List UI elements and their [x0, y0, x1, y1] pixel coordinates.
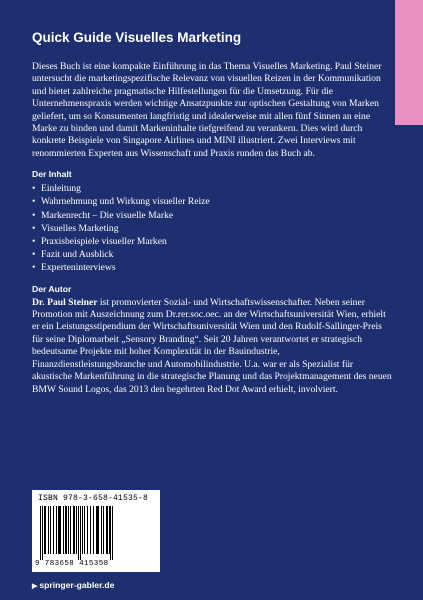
- barcode-bar: [90, 506, 91, 554]
- barcode-bar: [110, 506, 111, 560]
- barcode-bar: [106, 506, 107, 554]
- bullet: •: [32, 249, 36, 261]
- barcode-bar: [97, 506, 99, 554]
- barcode-bar: [58, 506, 59, 554]
- book-title: Quick Guide Visuelles Marketing: [32, 30, 242, 45]
- list-item-label: Einleitung: [41, 183, 81, 195]
- barcode-bar: [50, 506, 51, 554]
- barcode-bars: [40, 506, 152, 560]
- barcode-bar: [40, 506, 41, 560]
- back-cover-content: [32, 30, 392, 396]
- list-item: [32, 209, 392, 222]
- barcode-bar: [107, 506, 108, 554]
- barcode-bar: [74, 506, 75, 554]
- pink-accent-tab: [395, 0, 423, 125]
- barcode-bar: [44, 506, 46, 554]
- bullet: •: [32, 236, 36, 248]
- barcode-bar: [93, 506, 94, 554]
- barcode-bar: [101, 506, 102, 554]
- barcode-bar: [73, 506, 74, 554]
- list-item: [32, 195, 392, 208]
- barcode-bar: [112, 506, 113, 560]
- author-heading: Der Autor: [32, 283, 72, 294]
- barcode-bar: [103, 506, 104, 554]
- barcode-bar: [48, 506, 49, 554]
- intro-paragraph: Dieses Buch ist eine kompakte Einführung in das Thema Visuelles Marketing. Paul Steiner untersucht die marketingspezifische Relevanz von visuellen Reizen in der Kommunikation und bietet zahlreiche pragmatische Hilfestellungen für die Umsetzung. Für die Unternehmenspraxis werden wichtige Ansatzpunkte zur optischen Gestaltung von Marken geliefert, um so Konsumenten langfristig und idealerweise mit allen fünf Sinnen an eine Marke zu binden und damit Markeninhalte tiefgreifend zu verankern. Dies wird durch konkrete Beispiele von Singapore Airlines und MINI illustriert. Zwei Interviews mit renommierten Experten aus Wissenschaft und Praxis runden das Buch ab.: [32, 61, 382, 159]
- arrow-right-icon: ▶: [32, 583, 38, 590]
- contents-heading: Der Inhalt: [32, 169, 72, 180]
- barcode-bar: [84, 506, 85, 554]
- barcode-bar: [70, 506, 71, 554]
- list-item-label: Wahrnehmung und Wirkung visueller Reize: [41, 196, 210, 208]
- barcode-bar: [59, 506, 61, 554]
- list-item-label: Experteninterviews: [41, 262, 116, 274]
- barcode-digits: 9 783658 415358: [35, 560, 109, 568]
- author-bio: [32, 297, 392, 396]
- list-item: [32, 235, 392, 248]
- list-item-label: Visuelles Marketing: [41, 222, 119, 234]
- list-item-label: Praxisbeispiele visueller Marken: [41, 236, 167, 248]
- list-item: [32, 222, 392, 235]
- list-item-label: Markenrecht – Die visuelle Marke: [41, 209, 174, 221]
- barcode-bar: [56, 506, 57, 554]
- list-item-label: Fazit und Ausblick: [41, 249, 114, 261]
- bullet: •: [32, 209, 36, 221]
- author-name: Dr. Paul Steiner: [32, 296, 98, 308]
- barcode-bar: [63, 506, 64, 554]
- barcode-bar: [96, 506, 97, 554]
- list-item: [32, 248, 392, 261]
- barcode-bar: [87, 506, 88, 554]
- bullet: •: [32, 262, 36, 274]
- website-link[interactable]: [32, 580, 114, 590]
- barcode-bar: [42, 506, 43, 560]
- isbn-number: ISBN 978-3-658-41535-8: [38, 494, 149, 503]
- barcode-bar: [78, 506, 79, 560]
- barcode-bar: [65, 506, 67, 554]
- list-item: [32, 182, 392, 195]
- barcode-bar: [82, 506, 83, 554]
- barcode-bar: [68, 506, 69, 554]
- barcode-bar: [76, 506, 77, 554]
- author-bio-text: ist promovierter Sozial- und Wirtschaftswissenschafter. Neben seiner Promotion mit Auszeichnung zum Dr.rer.soc.oec. an der Wirtschaftsuniversität Wien, erhielt er ein Leistungsstipendium der Wirtschaftsuniversität Wien und den Rudolf-Sallinger-Preis für seine Diplomarbeit „Sensory Branding“. Seit 20 Jahren verantwortet er strategisch bedeutsame Projekte mit hoher Komplexität in der Bauindustrie, Finanzdienstleistungsbranche und Automobilindustrie. U.a. war er als Spezialist für akustische Markenführung in die strategische Planung und das Projektmanagement des neuen BMW Sound Logos, das 2013 den begehrten Red Dot Award erhielt, involviert.: [32, 296, 392, 395]
- barcode-bar: [109, 506, 110, 554]
- barcode-bar: [80, 506, 81, 560]
- bullet: •: [32, 222, 36, 234]
- list-item: [32, 261, 392, 274]
- contents-list: [32, 182, 392, 274]
- isbn-barcode: [32, 490, 160, 572]
- barcode-bar: [53, 506, 54, 554]
- website-label: springer-gabler.de: [39, 580, 115, 590]
- bullet: •: [32, 196, 36, 208]
- bullet: •: [32, 183, 36, 195]
